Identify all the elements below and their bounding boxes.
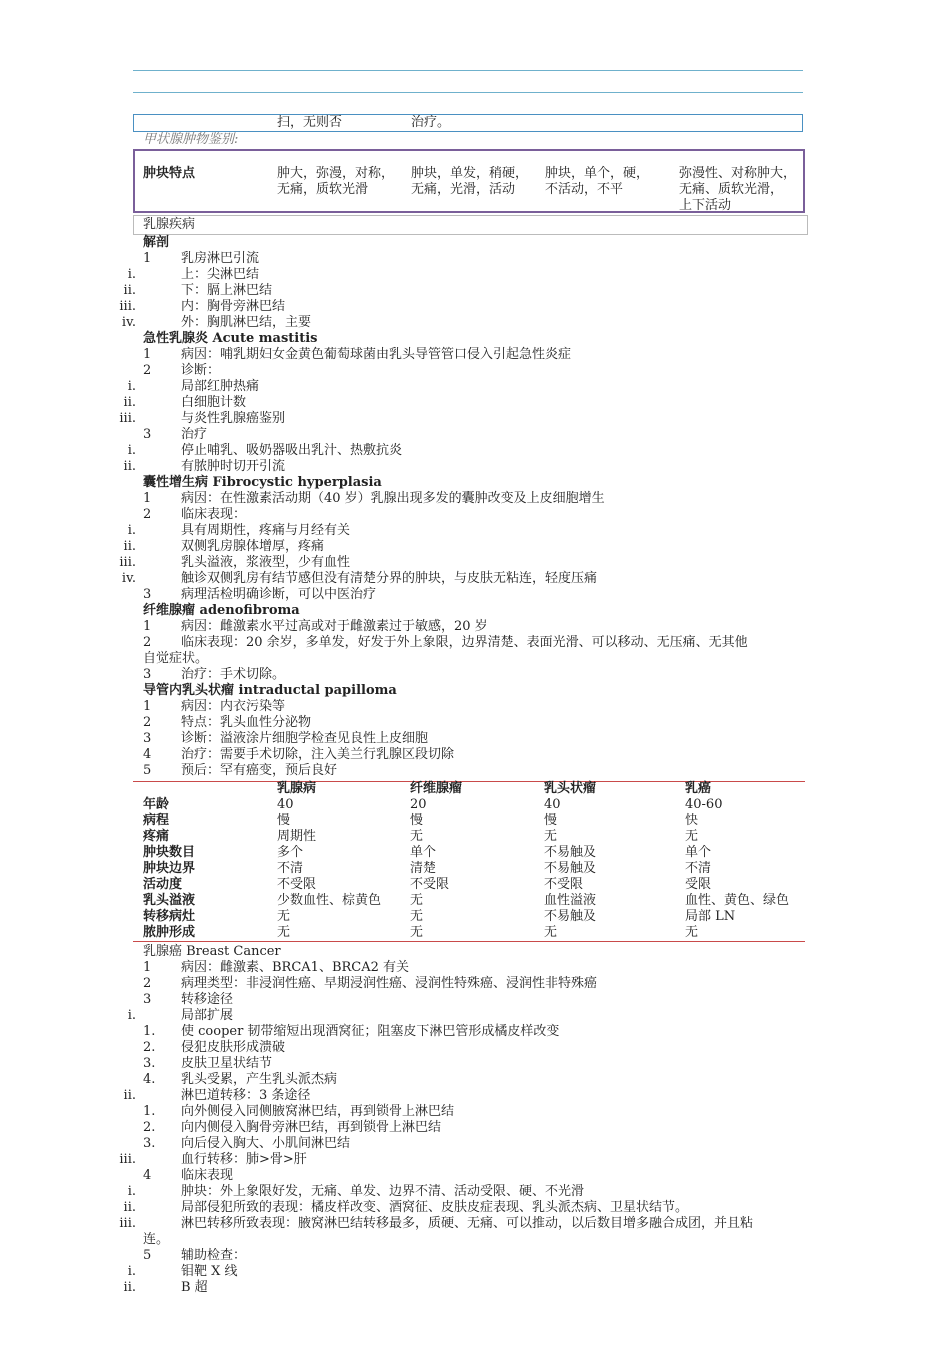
list-marker: 5 [143,1248,152,1263]
list-marker: iii. [119,411,136,426]
thyroid-cell-4: 弥漫性、对称肿大， 无痛、质软光滑， 上下活动 [679,166,797,213]
list-marker: i. [127,1008,136,1023]
compare-cell: 清楚 [410,861,437,876]
compare-header: 纤维腺瘤 [410,781,463,796]
list-item-text: 向外侧侵入同侧腋窝淋巴结，再到锁骨上淋巴结 [181,1104,455,1119]
list-item-text: 特点：乳头血性分泌物 [181,715,312,730]
list-marker: i. [127,443,136,458]
compare-header: 乳头状瘤 [544,781,597,796]
list-item-text: 预后：罕有癌变，预后良好 [181,763,338,778]
compare-cell: 局部 LN [685,909,736,924]
list-marker: 2. [143,1040,156,1055]
compare-cell: 不受限 [277,877,317,892]
compare-row-label: 病程 [143,813,170,828]
list-item-text: 临床表现： [181,507,247,522]
compare-cell: 无 [410,829,424,844]
list-marker: 3. [143,1136,156,1151]
list-item-text: 乳房淋巴引流 [181,251,260,266]
list-marker: 1 [143,491,152,506]
list-item-text: 局部扩展 [181,1008,234,1023]
section-heading: 导管内乳头状瘤 intraductal papilloma [143,683,397,698]
top-rule-2 [133,92,803,93]
list-marker: ii. [123,539,136,554]
compare-cell: 不易触及 [544,861,597,876]
compare-row-label: 脓肿形成 [143,925,196,940]
list-item-text: 病因：雌激素、BRCA1、BRCA2 有关 [181,960,410,975]
compare-row-label: 活动度 [143,877,183,892]
list-item-text: 向后侵入胸大、小肌间淋巴结 [181,1136,351,1151]
list-item-text: 局部侵犯所致的表现：橘皮样改变、酒窝征、皮肤皮症表现、乳头派杰病、卫星状结节。 [181,1200,689,1215]
list-marker: i. [127,523,136,538]
thyroid-table [133,149,805,213]
table-fragment-row [133,114,803,132]
compare-cell: 无 [410,925,424,940]
compare-cell: 受限 [685,877,712,892]
list-marker: i. [127,267,136,282]
list-marker: iv. [121,315,136,330]
list-item-text: 辅助检查： [181,1248,247,1263]
compare-header: 乳腺病 [277,781,317,796]
section-heading: 解剖 [143,235,170,250]
list-item-text: 病因：哺乳期妇女金黄色葡萄球菌由乳头导管管口侵入引起急性炎症 [181,347,572,362]
list-item-text: 治疗：需要手术切除，注入美兰行乳腺区段切除 [181,747,455,762]
list-marker: 4 [143,747,152,762]
compare-cell: 快 [685,813,699,828]
thyroid-cell-2: 肿块，单发，稍硬， 无痛，光滑，活动 [411,166,529,197]
list-marker: iv. [121,571,136,586]
list-item-text: 淋巴转移所致表现：腋窝淋巴结转移最多，质硬、无痛、可以推动，以后数目增多融合成团，并且粘 [181,1216,754,1231]
list-marker: iii. [119,1152,136,1167]
list-item-text: 局部红肿热痛 [181,379,260,394]
list-marker: iii. [119,299,136,314]
compare-cell: 40 [544,797,561,812]
list-marker: 3 [143,667,152,682]
section-heading: 急性乳腺炎 Acute mastitis [143,331,318,346]
compare-cell: 单个 [410,845,437,860]
list-item-text: 诊断： [181,363,221,378]
compare-cell: 20 [410,797,427,812]
list-item-text: 连。 [143,1232,170,1247]
list-marker: 4. [143,1072,156,1087]
compare-cell: 慢 [544,813,558,828]
list-marker: ii. [123,1280,136,1295]
compare-cell: 不受限 [410,877,450,892]
compare-row-label: 肿块边界 [143,861,196,876]
compare-row-label: 疼痛 [143,829,170,844]
list-item-text: 外：胸肌淋巴结，主要 [181,315,312,330]
compare-row-label: 年龄 [143,797,170,812]
compare-cell: 40-60 [685,797,723,812]
list-marker: 1 [143,619,152,634]
top-rule-1 [133,70,803,71]
compare-cell: 不清 [685,861,712,876]
compare-cell: 无 [685,925,699,940]
list-item-text: 触诊双侧乳房有结节感但没有清楚分界的肿块，与皮肤无粘连，轻度压痛 [181,571,598,586]
compare-row-label: 转移病灶 [143,909,196,924]
breast-heading: 乳腺疾病 [143,217,196,232]
compare-cell: 不清 [277,861,304,876]
compare-cell: 无 [685,829,699,844]
section-heading: 纤维腺瘤 adenofibroma [143,603,300,618]
list-marker: ii. [123,395,136,410]
compare-cell: 多个 [277,845,304,860]
compare-cell: 40 [277,797,294,812]
list-item-text: 侵犯皮肤形成溃破 [181,1040,286,1055]
fragment-cell-2: 治疗。 [411,115,451,130]
list-marker: ii. [123,1200,136,1215]
list-marker: 1 [143,347,152,362]
compare-cell: 单个 [685,845,712,860]
list-item-text: 停止哺乳、吸奶器吸出乳汁、热敷抗炎 [181,443,403,458]
list-item-text: 皮肤卫星状结节 [181,1056,273,1071]
section-heading: 囊性增生病 Fibrocystic hyperplasia [143,475,382,490]
list-item-text: 自觉症状。 [143,651,209,666]
list-marker: 1. [143,1024,156,1039]
list-item-text: 治疗：手术切除。 [181,667,286,682]
compare-header: 乳癌 [685,781,712,796]
thyroid-cell-1: 肿大，弥漫，对称， 无痛，质软光滑 [277,166,395,197]
thyroid-label: 肿块特点 [143,166,196,181]
compare-cell: 不受限 [544,877,584,892]
list-item-text: 双侧乳房腺体增厚，疼痛 [181,539,325,554]
list-marker: 2 [143,976,152,991]
list-marker: i. [127,1264,136,1279]
list-marker: 3. [143,1056,156,1071]
list-item-text: 诊断：溢液涂片细胞学检查见良性上皮细胞 [181,731,429,746]
list-item-text: 淋巴道转移：3 条途径 [181,1088,311,1103]
list-marker: ii. [123,1088,136,1103]
compare-cell: 无 [544,925,558,940]
compare-cell: 周期性 [277,829,317,844]
compare-table-bottom-rule [133,941,805,942]
list-item-text: 内：胸骨旁淋巴结 [181,299,286,314]
list-item-text: 乳腺癌 Breast Cancer [143,944,281,959]
list-item-text: 向内侧侵入胸骨旁淋巴结，再到锁骨上淋巴结 [181,1120,442,1135]
list-marker: iii. [119,1216,136,1231]
list-item-text: 病因：内衣污染等 [181,699,286,714]
fragment-cell-1: 扫，无则否 [277,115,343,130]
compare-cell: 无 [544,829,558,844]
compare-cell: 慢 [410,813,424,828]
list-item-text: 上：尖淋巴结 [181,267,260,282]
list-marker: 1. [143,1104,156,1119]
list-item-text: 钼靶 X 线 [181,1264,238,1279]
compare-row-label: 肿块数目 [143,845,196,860]
list-marker: 3 [143,992,152,1007]
list-item-text: 临床表现 [181,1168,234,1183]
compare-cell: 无 [410,909,424,924]
list-item-text: 使 cooper 韧带缩短出现酒窝征；阻塞皮下淋巴管形成橘皮样改变 [181,1024,560,1039]
list-item-text: B 超 [181,1280,208,1295]
list-item-text: 血行转移：肺>骨>肝 [181,1152,307,1167]
compare-cell: 血性溢液 [544,893,597,908]
list-marker: 1 [143,960,152,975]
list-item-text: 下：膈上淋巴结 [181,283,273,298]
list-marker: 2 [143,635,152,650]
list-item-text: 乳头溢液，浆液型，少有血性 [181,555,351,570]
compare-cell: 不易触及 [544,909,597,924]
list-item-text: 有脓肿时切开引流 [181,459,286,474]
thyroid-title: 甲状腺肿物鉴别: [143,132,239,147]
list-marker: 1 [143,251,152,266]
list-item-text: 病因：在性激素活动期（40 岁）乳腺出现多发的囊肿改变及上皮细胞增生 [181,491,605,506]
list-item-text: 与炎性乳腺癌鉴别 [181,411,286,426]
list-item-text: 转移途径 [181,992,234,1007]
compare-row-label: 乳头溢液 [143,893,196,908]
compare-cell: 不易触及 [544,845,597,860]
list-marker: 3 [143,731,152,746]
list-marker: 2 [143,507,152,522]
list-item-text: 病因：雌激素水平过高或对于雌激素过于敏感，20 岁 [181,619,488,634]
list-marker: 3 [143,427,152,442]
list-marker: 5 [143,763,152,778]
compare-cell: 无 [410,893,424,908]
list-item-text: 白细胞计数 [181,395,247,410]
breast-heading-box [133,215,808,235]
list-marker: 1 [143,699,152,714]
list-marker: 3 [143,587,152,602]
list-marker: 4 [143,1168,152,1183]
list-marker: i. [127,379,136,394]
list-marker: i. [127,1184,136,1199]
list-marker: ii. [123,283,136,298]
list-item-text: 肿块：外上象限好发，无痛、单发、边界不清、活动受限、硬、不光滑 [181,1184,585,1199]
list-item-text: 病理类型：非浸润性癌、早期浸润性癌、浸润性特殊癌、浸润性非特殊癌 [181,976,598,991]
compare-cell: 慢 [277,813,291,828]
compare-cell: 血性、黄色、绿色 [685,893,790,908]
compare-cell: 无 [277,925,291,940]
list-marker: 2 [143,715,152,730]
list-item-text: 病理活检明确诊断，可以中医治疗 [181,587,377,602]
list-marker: 2 [143,363,152,378]
list-item-text: 治疗 [181,427,208,442]
list-item-text: 乳头受累，产生乳头派杰病 [181,1072,338,1087]
thyroid-cell-3: 肿块，单个，硬， 不活动，不平 [545,166,650,197]
compare-cell: 少数血性、棕黄色 [277,893,382,908]
list-marker: iii. [119,555,136,570]
list-item-text: 具有周期性，疼痛与月经有关 [181,523,351,538]
list-marker: ii. [123,459,136,474]
list-marker: 2. [143,1120,156,1135]
list-item-text: 临床表现：20 余岁，多单发，好发于外上象限，边界清楚、表面光滑、可以移动、无压痛、无其他 [181,635,748,650]
compare-cell: 无 [277,909,291,924]
